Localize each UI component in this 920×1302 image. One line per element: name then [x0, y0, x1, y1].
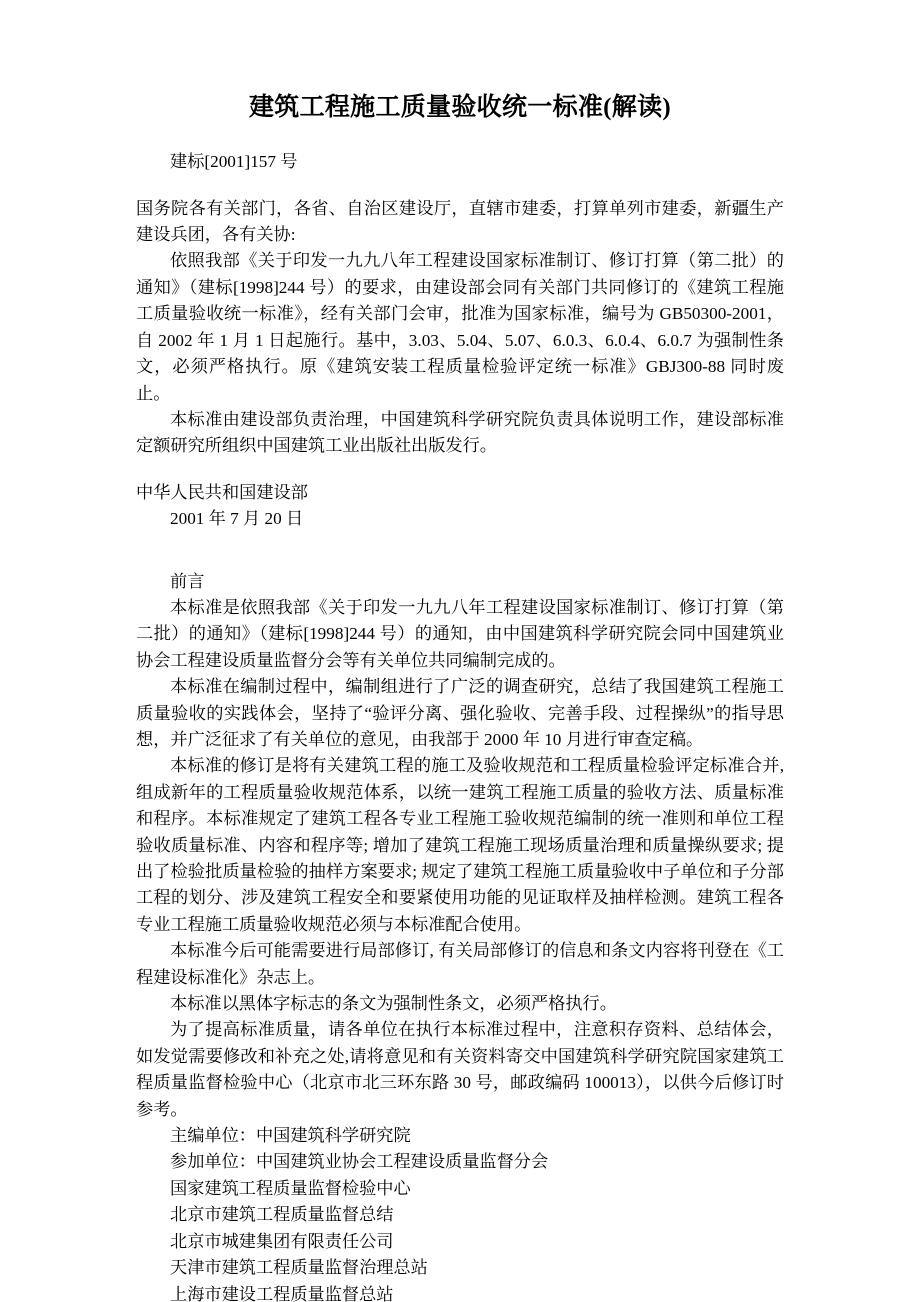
- preface-paragraph-4: 本标准今后可能需要进行局部修订, 有关局部修订的信息和条文内容将刊登在《工程建设标准化》杂志上。: [136, 941, 784, 987]
- preface-heading: 前言: [170, 571, 205, 591]
- document-content: [136, 0, 784, 1302]
- unit-list-item: 天津市建筑工程质量监督治理总站: [170, 1258, 428, 1278]
- preface-paragraph-2: 本标准在编制过程中，编制组进行了广泛的调查研究，总结了我国建筑工程施工质量验收的实践体会，坚持了“验评分离、强化验收、完善手段、过程操纵”的指导思想，并广泛征求了有关单位的意见，由我部于 2000 年 10 月进行审查定稿。: [136, 677, 784, 749]
- signature-date: 2001 年 7 月 20 日: [170, 509, 304, 529]
- unit-list-item: 北京市建筑工程质量监督总结: [170, 1205, 394, 1225]
- preface-paragraph-3: 本标准的修订是将有关建筑工程的施工及验收规范和工程质量检验评定标准合并,组成新年的工程质量验收规范体系，以统一建筑工程施工质量的验收方法、质量标准和程序。本标准规定了建筑工程各专业工程施工验收规范编制的统一准则和单位工程验收质量标准、内容和程序等; 增加了建筑工程施工现场质量治理和质量操纵要求; 提出了检验批质量检验的抽样方案要求; 规定了建筑工程施工质量验收中子单位和子分部工程的划分、涉及建筑工程安全和要紧使用功能的见证取样及抽样检测。建筑工程各专业工程施工质量验收规范必须与本标准配合使用。: [136, 756, 784, 934]
- spacer: [136, 123, 784, 149]
- unit-list-item: 北京市城建集团有限责任公司: [170, 1231, 394, 1251]
- unit-list-item: 主编单位：中国建筑科学研究院: [170, 1126, 411, 1146]
- preface-paragraph-6: 为了提高标准质量，请各单位在执行本标准过程中，注意积存资料、总结体会，如发觉需要修改和补充之处,请将意见和有关资料寄交中国建筑科学研究院国家建筑工程质量监督检验中心（北京市北三环东路 30 号，邮政编码 100013），以供今后修订时参考。: [136, 1020, 784, 1119]
- spacer: [136, 460, 784, 480]
- spacer: [136, 176, 784, 196]
- spacer: [136, 533, 784, 569]
- unit-list-item: 上海市建设工程质量监督总站: [170, 1284, 394, 1302]
- signature-organization: 中华人民共和国建设部: [136, 482, 308, 502]
- body-paragraph-2: 本标准由建设部负责治理，中国建筑科学研究院负责具体说明工作，建设部标准定额研究所组织中国建筑工业出版社出版发行。: [136, 409, 784, 456]
- unit-list-item: 国家建筑工程质量监督检验中心: [170, 1178, 411, 1198]
- body-paragraph-1: 依照我部《关于印发一九九八年工程建设国家标准制订、修订打算（第二批）的通知》（建标[1998]244 号）的要求，由建设部会同有关部门共同修订的《建筑工程施工质量验收统一标准》，经有关部门会审，批准为国家标准，编号为 GB50300-2001，自 2002 年 1 月 1 日起施行。基中，3.03、5.04、5.07、6.0.3、6.0.4、6.0.7 为强制性条文，必须严格执行。原《建筑安装工程质量检验评定统一标准》GBJ300-88 同时废止。: [136, 251, 784, 403]
- preface-paragraph-5: 本标准以黑体字标志的条文为强制性条文，必须严格执行。: [170, 994, 617, 1014]
- document-number: 建标[2001]157 号: [170, 152, 298, 172]
- preface-paragraph-1: 本标准是依照我部《关于印发一九九八年工程建设国家标准制订、修订打算（第二批）的通知》（建标[1998]244 号）的通知，由中国建筑科学研究院会同中国建筑业协会工程建设质量监督分会等有关单位共同编制完成的。: [136, 597, 784, 670]
- unit-list-item: 参加单位：中国建筑业协会工程建设质量监督分会: [170, 1152, 549, 1172]
- page-title: 建筑工程施工质量验收统一标准(解读): [248, 94, 672, 121]
- addressee-paragraph: 国务院各有关部门，各省、自治区建设厅，直辖市建委，打算单列市建委，新疆生产建设兵团，各有关协:: [136, 198, 784, 245]
